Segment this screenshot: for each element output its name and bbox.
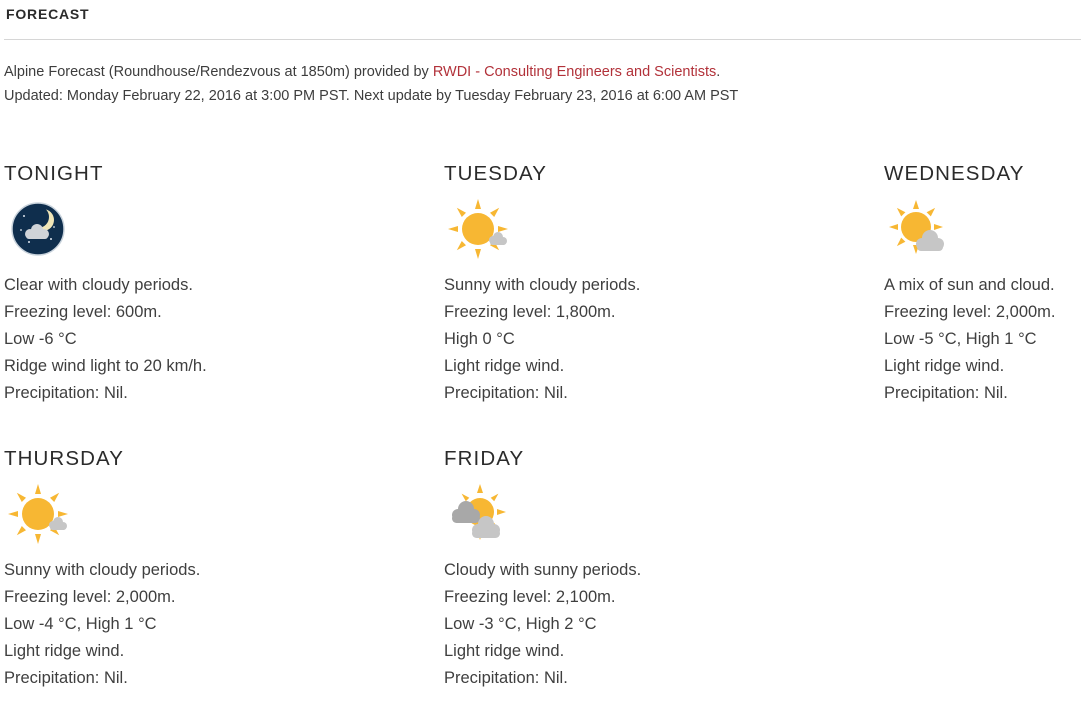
update-line: Updated: Monday February 22, 2016 at 3:00 PM PST. Next update by Tuesday February 23, 2016 at 6:00 AM PST <box>4 88 739 104</box>
provider-suffix: . <box>716 64 721 80</box>
header-divider <box>4 39 1081 40</box>
cloud-sun-icon <box>446 482 510 546</box>
temperature: Low -3 °C, High 2 °C <box>444 615 597 633</box>
condition-text: Sunny with cloudy periods. <box>444 276 641 294</box>
day-title: FRIDAY <box>444 447 525 470</box>
temperature: Low -5 °C, High 1 °C <box>884 330 1037 348</box>
condition-text: A mix of sun and cloud. <box>884 276 1055 294</box>
temperature: Low -4 °C, High 1 °C <box>4 615 157 633</box>
wind-text: Light ridge wind. <box>4 642 125 660</box>
section-title: FORECAST <box>6 6 90 22</box>
precipitation-text: Precipitation: Nil. <box>444 384 568 402</box>
provider-line <box>4 60 738 84</box>
forecast-details <box>444 272 640 407</box>
forecast-day-tuesday <box>444 161 804 402</box>
forecast-details <box>4 272 207 407</box>
condition-text: Cloudy with sunny periods. <box>444 561 642 579</box>
day-title: WEDNESDAY <box>884 162 1025 185</box>
wind-text: Ridge wind light to 20 km/h. <box>4 357 207 375</box>
precipitation-text: Precipitation: Nil. <box>444 669 568 687</box>
moon-cloud-icon <box>6 197 70 261</box>
forecast-day-friday <box>444 446 804 687</box>
sun-small-cloud-icon <box>6 482 70 546</box>
day-title: TONIGHT <box>4 162 104 185</box>
freezing-level: Freezing level: 2,000m. <box>4 588 176 606</box>
condition-text: Clear with cloudy periods. <box>4 276 193 294</box>
sun-cloud-icon <box>886 197 950 261</box>
provider-prefix: Alpine Forecast (Roundhouse/Rendezvous at 1850m) provided by <box>4 64 433 80</box>
wind-text: Light ridge wind. <box>444 357 565 375</box>
freezing-level: Freezing level: 2,100m. <box>444 588 616 606</box>
freezing-level: Freezing level: 600m. <box>4 303 162 321</box>
day-title: THURSDAY <box>4 447 125 470</box>
wind-text: Light ridge wind. <box>444 642 565 660</box>
sun-small-cloud-icon <box>446 197 510 261</box>
forecast-details <box>884 272 1056 407</box>
temperature: High 0 °C <box>444 330 515 348</box>
day-title: TUESDAY <box>444 162 548 185</box>
wind-text: Light ridge wind. <box>884 357 1005 375</box>
forecast-details <box>4 557 200 692</box>
forecast-day-thursday <box>4 446 364 687</box>
forecast-details <box>444 557 641 692</box>
forecast-day-tonight <box>4 161 364 402</box>
forecast-intro <box>4 60 738 108</box>
freezing-level: Freezing level: 1,800m. <box>444 303 616 321</box>
forecast-day-wednesday <box>884 161 1081 402</box>
precipitation-text: Precipitation: Nil. <box>884 384 1008 402</box>
temperature: Low -6 °C <box>4 330 77 348</box>
condition-text: Sunny with cloudy periods. <box>4 561 201 579</box>
freezing-level: Freezing level: 2,000m. <box>884 303 1056 321</box>
precipitation-text: Precipitation: Nil. <box>4 384 128 402</box>
precipitation-text: Precipitation: Nil. <box>4 669 128 687</box>
provider-link[interactable]: RWDI - Consulting Engineers and Scientists <box>432 64 717 80</box>
